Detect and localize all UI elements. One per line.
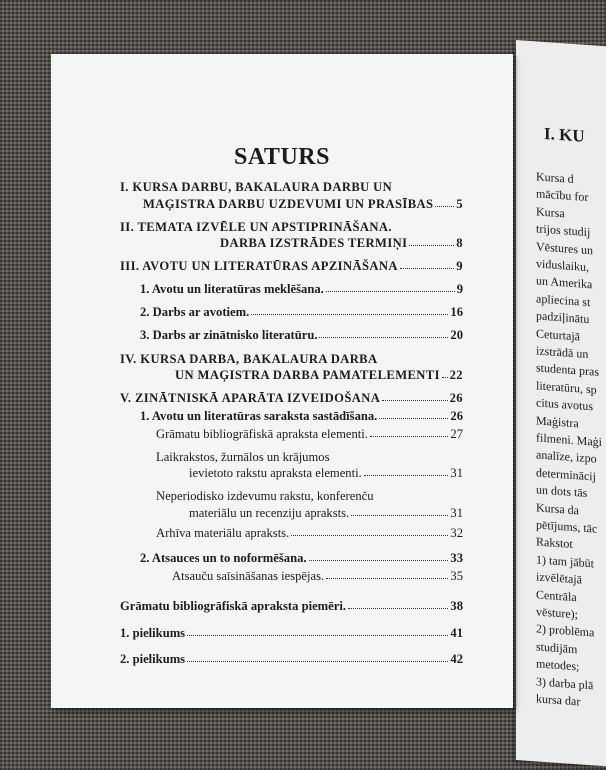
leader-dots — [291, 534, 448, 536]
leader-dots — [370, 435, 448, 437]
right-page-line: izvēlētajā — [536, 569, 582, 587]
right-page-line: studijām — [536, 639, 578, 657]
toc-ch5-2a-page: 35 — [450, 569, 463, 583]
leader-dots — [409, 244, 454, 246]
toc-ch5-1c-line2: materiālu un recenziju apraksts. — [189, 506, 350, 520]
toc-appendix-1-page: 41 — [450, 626, 463, 640]
leader-dots — [400, 267, 454, 269]
right-page-line: viduslaiku, — [536, 256, 589, 275]
toc-ch3-1-label: 1. Avotu un literatūras meklēšana. — [140, 282, 324, 296]
leader-dots — [187, 660, 448, 662]
toc-ch5-1d-page: 32 — [450, 526, 463, 540]
right-page-line: pētījums, tāc — [536, 517, 598, 536]
right-page-line: trijos studij — [536, 221, 591, 240]
toc-ch3-2-page: 16 — [450, 305, 463, 319]
toc-ch5-1c — [189, 506, 463, 521]
right-page-line: padziļinātu — [536, 308, 590, 327]
toc-ch5-1b — [189, 466, 463, 481]
toc-ch5-1-label: 1. Avotu un literatūras saraksta sastādīšana. — [140, 409, 378, 423]
toc-ch5-2 — [140, 551, 463, 566]
toc-ch1-line2: MAĢISTRA DARBU UZDEVUMI UN PRASĪBAS — [143, 197, 434, 211]
right-page-line: vēsture); — [536, 604, 578, 622]
right-page-line: mācību for — [536, 186, 589, 205]
toc-ch5-2a — [172, 569, 463, 584]
leader-dots — [379, 417, 448, 419]
toc-ch2 — [220, 236, 463, 251]
toc-ch5-1d-label: Arhīva materiālu apraksts. — [156, 526, 290, 540]
leader-dots — [351, 514, 448, 516]
leader-dots — [364, 474, 449, 476]
toc-ch5-1a — [156, 427, 463, 442]
right-page-line: studenta pras — [536, 360, 599, 380]
leader-dots — [348, 607, 448, 609]
toc-ch5-2-page: 33 — [450, 551, 463, 565]
toc-ch5-1b-line1: Laikrakstos, žurnālos un krājumos — [156, 450, 330, 464]
toc-ch3-1-page: 9 — [456, 282, 463, 296]
toc-ch3-3-label: 3. Darbs ar zinātnisko literatūru. — [140, 328, 318, 342]
contents-title: SATURS — [234, 144, 330, 170]
toc-appendix-2-page: 42 — [450, 652, 463, 666]
right-page-line: un dots tās — [536, 482, 588, 501]
toc-ch4-line1: IV. KURSA DARBA, BAKALAURA DARBA — [120, 352, 378, 366]
toc-ch5-1b-page: 31 — [450, 466, 463, 480]
right-page-line: 3) darba plā — [536, 673, 594, 692]
right-page-line: Kursa d — [536, 169, 574, 187]
toc-appendix-1-label: 1. pielikums — [120, 626, 186, 640]
right-page-line: filmeni. Maģi — [536, 430, 602, 450]
toc-ch5-2-label: 2. Atsauces un to noformēšana. — [140, 551, 307, 565]
toc-ch5-1d — [156, 526, 463, 541]
toc-appendix-2 — [120, 652, 463, 667]
right-page-line: metodes; — [536, 656, 580, 674]
toc-ch5-1c-line1: Neperiodisko izdevumu rakstu, konferenču — [156, 489, 374, 503]
leader-dots — [326, 290, 455, 292]
right-page-line: determinācij — [536, 465, 596, 484]
right-page-line: Rakstot — [536, 534, 573, 552]
toc-ch3-page: 9 — [456, 259, 463, 273]
right-page-line: Centrāla — [536, 586, 577, 604]
leader-dots — [326, 577, 448, 579]
toc-ch5-1-page: 26 — [450, 409, 463, 423]
toc-ch5-1 — [140, 409, 463, 424]
right-page-line: literatūru, sp — [536, 378, 597, 397]
right-page-line: izstrādā un — [536, 343, 589, 362]
leader-dots — [309, 559, 449, 561]
right-page-line: un Amerika — [536, 273, 593, 292]
toc-ch3-3 — [140, 328, 463, 343]
leader-dots — [187, 634, 448, 636]
right-page-line: analīze, izpo — [536, 447, 597, 467]
leader-dots — [442, 376, 448, 378]
right-page-line: Ceturtajā — [536, 325, 580, 344]
toc-ch5-page: 26 — [449, 391, 463, 405]
toc-ch1-page: 5 — [456, 197, 463, 211]
right-page-line: apliecina st — [536, 291, 591, 309]
toc-ch3-label: III. AVOTU UN LITERATŪRAS APZINĀŠANA — [120, 259, 398, 273]
toc-ch5 — [120, 391, 463, 406]
leader-dots — [319, 336, 448, 338]
right-page-line: 2) problēma — [536, 621, 595, 640]
toc-ch3-1 — [140, 282, 463, 297]
toc-ch5-2a-label: Atsauču saīsināšanas iespējas. — [172, 569, 325, 583]
right-page-text — [516, 40, 606, 709]
toc-ch5-1c-page: 31 — [450, 506, 463, 520]
toc-ch3-3-page: 20 — [450, 328, 463, 342]
right-page-line: kursa dar — [536, 691, 581, 709]
right-page-line: 1) tam jābūt — [536, 552, 594, 571]
toc-appendix-2-label: 2. pielikums — [120, 652, 186, 666]
leader-dots — [251, 313, 448, 315]
leader-dots — [435, 205, 454, 207]
toc-ch4-page: 22 — [449, 368, 463, 382]
toc-ch5-label: V. ZINĀTNISKĀ APARĀTA IZVEIDOŠANA — [120, 391, 381, 405]
toc-ch2-line2: DARBA IZSTRĀDES TERMIŅI — [220, 236, 408, 250]
toc-appendix-1 — [120, 626, 463, 641]
toc-ch4 — [175, 368, 463, 383]
right-page-line: Maģistra — [536, 412, 579, 430]
right-page — [516, 40, 606, 766]
toc-ch5-1a-label: Grāmatu bibliogrāfiskā apraksta elementi. — [156, 427, 368, 441]
toc-ch3-2 — [140, 305, 463, 320]
toc-examples-page: 38 — [450, 599, 463, 613]
toc-ch2-line1: II. TEMATA IZVĒLE UN APSTIPRINĀŠANA. — [120, 220, 392, 234]
leader-dots — [382, 399, 447, 401]
toc-ch1 — [143, 197, 463, 212]
right-page-line: Kursa da — [536, 499, 579, 517]
toc-ch3-2-label: 2. Darbs ar avotiem. — [140, 305, 250, 319]
toc-examples — [120, 599, 463, 614]
right-page-line: Vēstures un — [536, 238, 593, 257]
right-page-title: I. KU — [544, 123, 585, 146]
toc-examples-label: Grāmatu bibliogrāfiskā apraksta piemēri. — [120, 599, 346, 613]
toc-ch5-1b-line2: ievietoto rakstu apraksta elementi. — [189, 466, 362, 480]
toc-ch1-line1: I. KURSA DARBU, BAKALAURA DARBU UN — [120, 180, 393, 194]
right-page-line: citus avotus — [536, 395, 593, 414]
toc-ch2-page: 8 — [456, 236, 463, 250]
right-page-line: Kursa — [536, 204, 565, 221]
toc-ch3 — [120, 259, 463, 274]
toc-ch5-1a-page: 27 — [450, 427, 463, 441]
toc-ch4-line2: UN MAĢISTRA DARBA PAMATELEMENTI — [175, 368, 440, 382]
